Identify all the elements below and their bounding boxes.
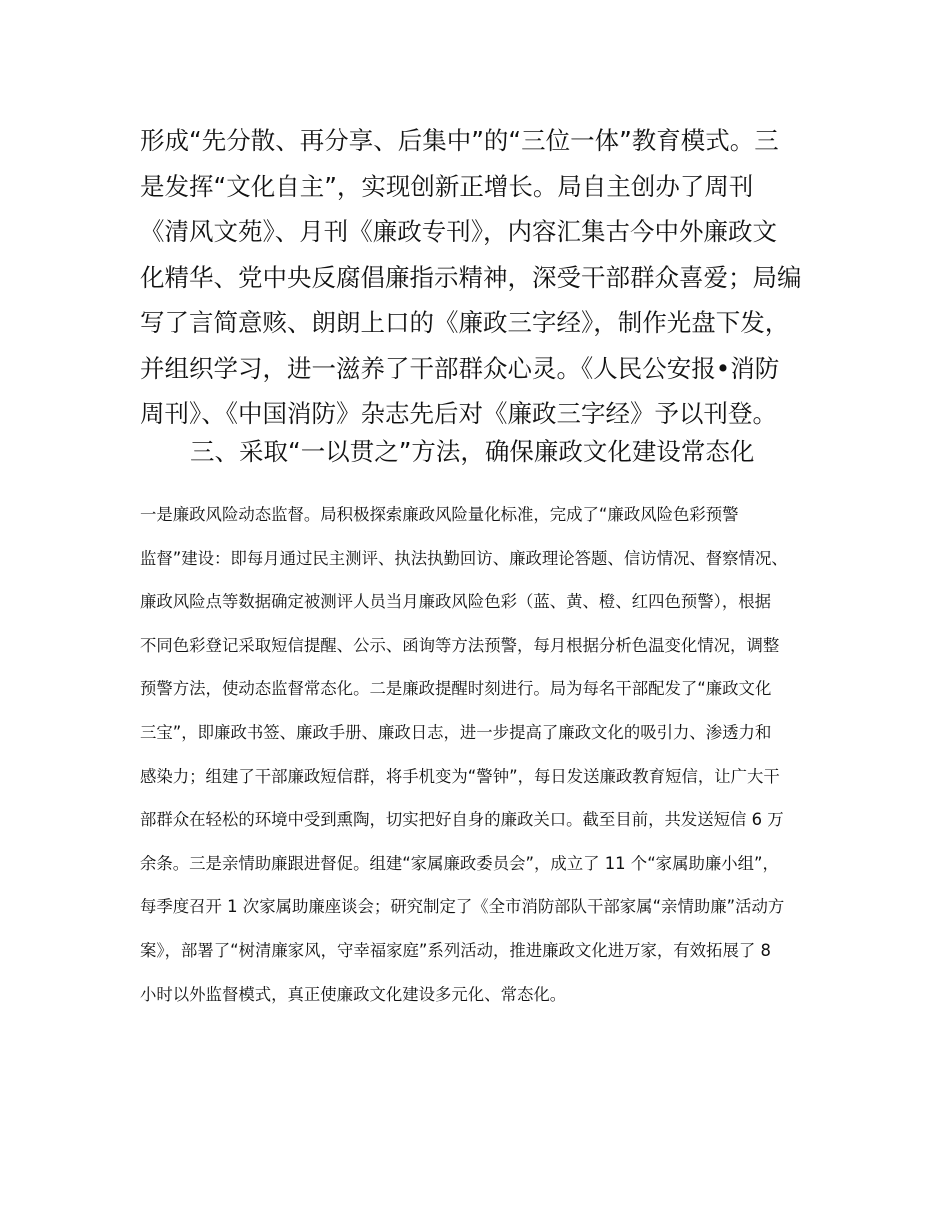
body-line: 案》，部署了“树清廉家风，守幸福家庭”系列活动，推进廉政文化进万家，有效拓展了 8	[140, 940, 771, 960]
body-paragraph	[140, 493, 830, 1016]
intro-line: 周刊》、《中国消防》杂志先后对《廉政三字经》予以刊登。	[140, 399, 777, 428]
body-line: 三宝”，即廉政书签、廉政手册、廉政日志，进一步提高了廉政文化的吸引力、渗透力和	[140, 722, 772, 742]
body-line: 每季度召开 1 次家属助廉座谈会；研究制定了《全市消防部队干部家属“亲情助廉”活动方	[140, 897, 785, 917]
intro-line: 写了言简意赅、朗朗上口的《廉政三字经》，制作光盘下发，	[140, 308, 790, 337]
intro-line: 化精华、党中央反腐倡廉指示精神，深受干部群众喜爱；局编	[140, 262, 802, 292]
body-line: 不同色彩登记采取短信提醒、公示、函询等方法预警，每月根据分析色温变化情况，调整	[140, 635, 780, 655]
body-line: 余条。三是亲情助廉跟进督促。组建“家属廉政委员会”，成立了 11 个“家属助廉小组”，	[140, 853, 779, 873]
intro-line: 《清风文苑》、月刊《廉政专刊》，内容汇集古今中外廉政文	[140, 217, 777, 246]
section-heading: 三、采取“一以贯之”方法，确保廉政文化建设常态化	[190, 437, 755, 466]
intro-paragraph	[140, 118, 820, 437]
body-line: 小时以外监督模式，真正使廉政文化建设多元化、常态化。	[140, 984, 567, 1004]
intro-line: 并组织学习，进一滋养了干部群众心灵。《人民公安报•消防	[140, 353, 780, 383]
body-line: 感染力；组建了干部廉政短信群，将手机变为“警钟”，每日发送廉政教育短信，让广大干	[140, 766, 780, 786]
body-line: 监督”建设：即每月通过民主测评、执法执勤回访、廉政理论答题、信访情况、督察情况、	[140, 548, 788, 568]
body-line: 预警方法，使动态监督常态化。二是廉政提醒时刻进行。局为每名干部配发了“廉政文化	[140, 679, 772, 699]
intro-line: 是发挥“文化自主”，实现创新正增长。局自主创办了周刊	[140, 171, 754, 201]
body-line: 廉政风险点等数据确定被测评人员当月廉政风险色彩（蓝、黄、橙、红四色预警），根据	[140, 592, 772, 612]
intro-line: 形成“先分散、再分享、后集中”的“三位一体”教育模式。三	[140, 126, 779, 155]
body-line: 部群众在轻松的环境中受到熏陶，切实把好自身的廉政关口。截至目前，共发送短信 6 万	[140, 810, 784, 830]
body-line: 一是廉政风险动态监督。局积极探索廉政风险量化标准，完成了“廉政风险色彩预警	[140, 505, 739, 524]
